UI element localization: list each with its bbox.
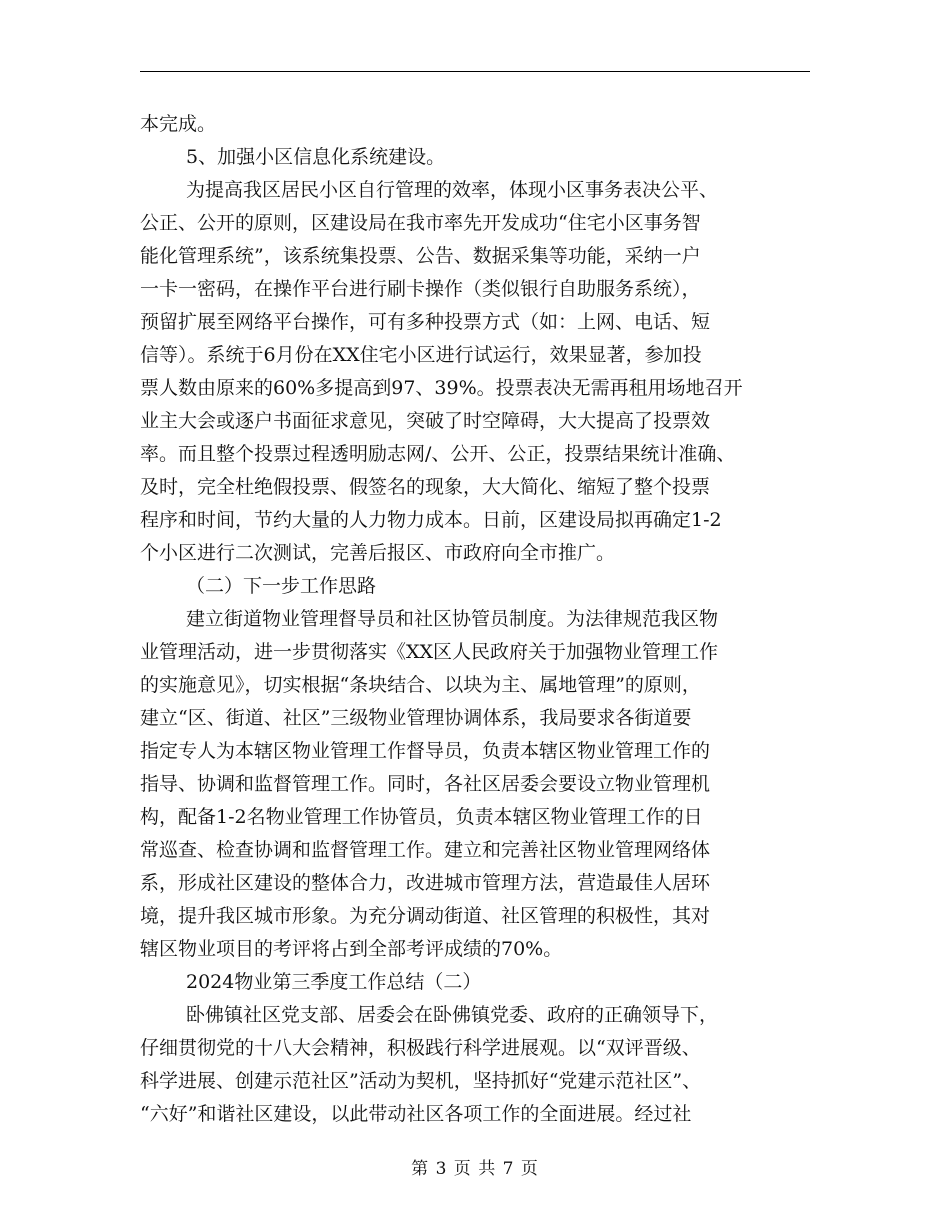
text-line: 业管理活动，进一步贯彻落实《XX区人民政府关于加强物业管理工作 [140, 641, 719, 663]
text-line: 指导、协调和监督管理工作。同时，各社区居委会要设立物业管理机 [140, 773, 711, 795]
text-line: 系，形成社区建设的整体合力，改进城市管理方法，营造最佳人居环 [140, 872, 711, 894]
text-line: 公正、公开的原则，区建设局在我市率先开发成功“住宅小区事务智 [140, 212, 701, 234]
text-line: 构，配备1-2名物业管理工作协管员，负责本辖区物业管理工作的日 [140, 806, 703, 828]
text-line: 科学进展、创建示范社区”活动为契机，坚持抓好“党建示范社区”、 [140, 1070, 702, 1092]
text-line: 常巡查、检查协调和监督管理工作。建立和完善社区物业管理网络体 [140, 839, 711, 861]
text-line: 辖区物业项目的考评将占到全部考评成绩的70%。 [140, 938, 563, 960]
text-line: （二）下一步工作思路 [186, 575, 377, 597]
text-line: 及时，完全杜绝假投票、假签名的现象，大大简化、缩短了整个投票 [140, 476, 711, 498]
text-line: 为提高我区居民小区自行管理的效率，体现小区事务表决公平、 [186, 179, 719, 201]
text-line: 卧佛镇社区党支部、居委会在卧佛镇党委、政府的正确领导下， [186, 1004, 719, 1026]
text-line: 本完成。 [140, 113, 217, 135]
text-line: 的实施意见》，切实根据“条块结合、以块为主、属地管理”的原则， [140, 674, 701, 696]
text-line: 2024物业第三季度工作总结（二） [186, 971, 482, 993]
text-line: 能化管理系统”，该系统集投票、公告、数据采集等功能，采纳一户 [140, 245, 701, 267]
text-line: 指定专人为本辖区物业管理工作督导员，负责本辖区物业管理工作的 [140, 740, 711, 762]
page-number: 第 3 页 共 7 页 [411, 1159, 539, 1179]
text-line: 仔细贯彻党的十八大会精神，积极践行科学进展观。以“双评晋级、 [140, 1037, 701, 1059]
text-line: 境，提升我区城市形象。为充分调动街道、社区管理的积极性，其对 [140, 905, 711, 927]
text-line: 信等）。系统于6月份在XX住宅小区进行试运行，效果显著，参加投 [140, 344, 702, 366]
text-line: 个小区进行二次测试，完善后报区、市政府向全市推广。 [140, 542, 616, 564]
text-line: 票人数由原来的60%多提高到97、39%。投票表决无需再租用场地召开 [140, 377, 743, 399]
text-line: 程序和时间，节约大量的人力物力成本。日前，区建设局拟再确定1-2 [140, 509, 722, 531]
text-line: 率。而且整个投票过程透明励志网/、公开、公正，投票结果统计准确、 [140, 443, 736, 465]
text-line: 建立“区、街道、社区”三级物业管理协调体系，我局要求各街道要 [140, 707, 692, 729]
text-line: 业主大会或逐户书面征求意见，突破了时空障碍，大大提高了投票效 [140, 410, 711, 432]
text-line: 建立街道物业管理督导员和社区协管员制度。为法律规范我区物 [186, 608, 719, 630]
text-line: 预留扩展至网络平台操作，可有多种投票方式（如：上网、电话、短 [140, 311, 711, 333]
text-line: 一卡一密码，在操作平台进行刷卡操作（类似银行自助服务系统）， [140, 278, 701, 300]
text-line: “六好”和谐社区建设，以此带动社区各项工作的全面进展。经过社 [140, 1103, 692, 1125]
header-rule [140, 71, 810, 72]
text-line: 5、加强小区信息化系统建设。 [186, 146, 446, 168]
